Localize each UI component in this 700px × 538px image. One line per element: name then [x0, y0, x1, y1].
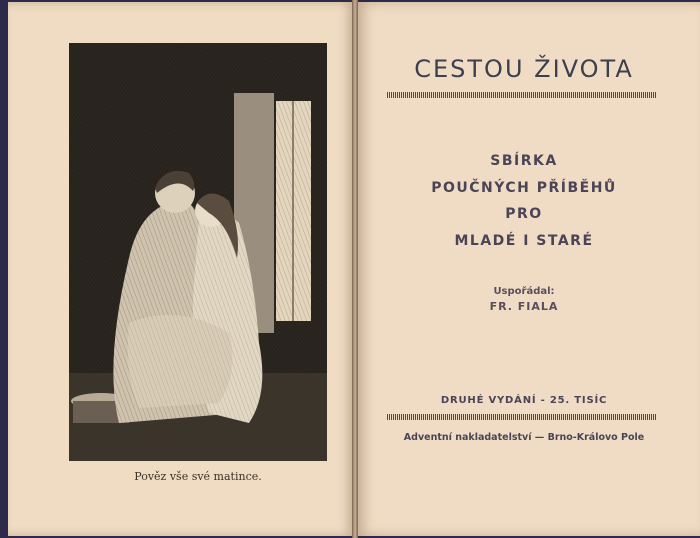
- frontispiece-illustration: [69, 43, 327, 461]
- editor-label: Uspořádal:: [493, 286, 555, 297]
- title-rule: [387, 92, 657, 98]
- subtitle-line: PRO: [505, 206, 543, 222]
- illustration-caption: Pověz vše své matince.: [134, 470, 262, 483]
- editor-name: FR. FIALA: [489, 300, 559, 313]
- subtitle-line: MLADÉ I STARÉ: [454, 232, 594, 249]
- subtitle-line: SBÍRKA: [490, 153, 558, 169]
- publisher-line: Adventní nakladatelství — Brno-Královo Pole: [403, 432, 645, 443]
- subtitle-line: POUČNÝCH PŘÍBĚHŮ: [431, 179, 617, 196]
- book-gutter: [352, 0, 358, 538]
- book-subtitle: [384, 148, 664, 254]
- publisher-rule: [387, 414, 657, 420]
- edition-note: DRUHÉ VYDÁNÍ - 25. TISÍC: [440, 395, 608, 406]
- book-title: CESTOU ŽIVOTA: [414, 55, 634, 83]
